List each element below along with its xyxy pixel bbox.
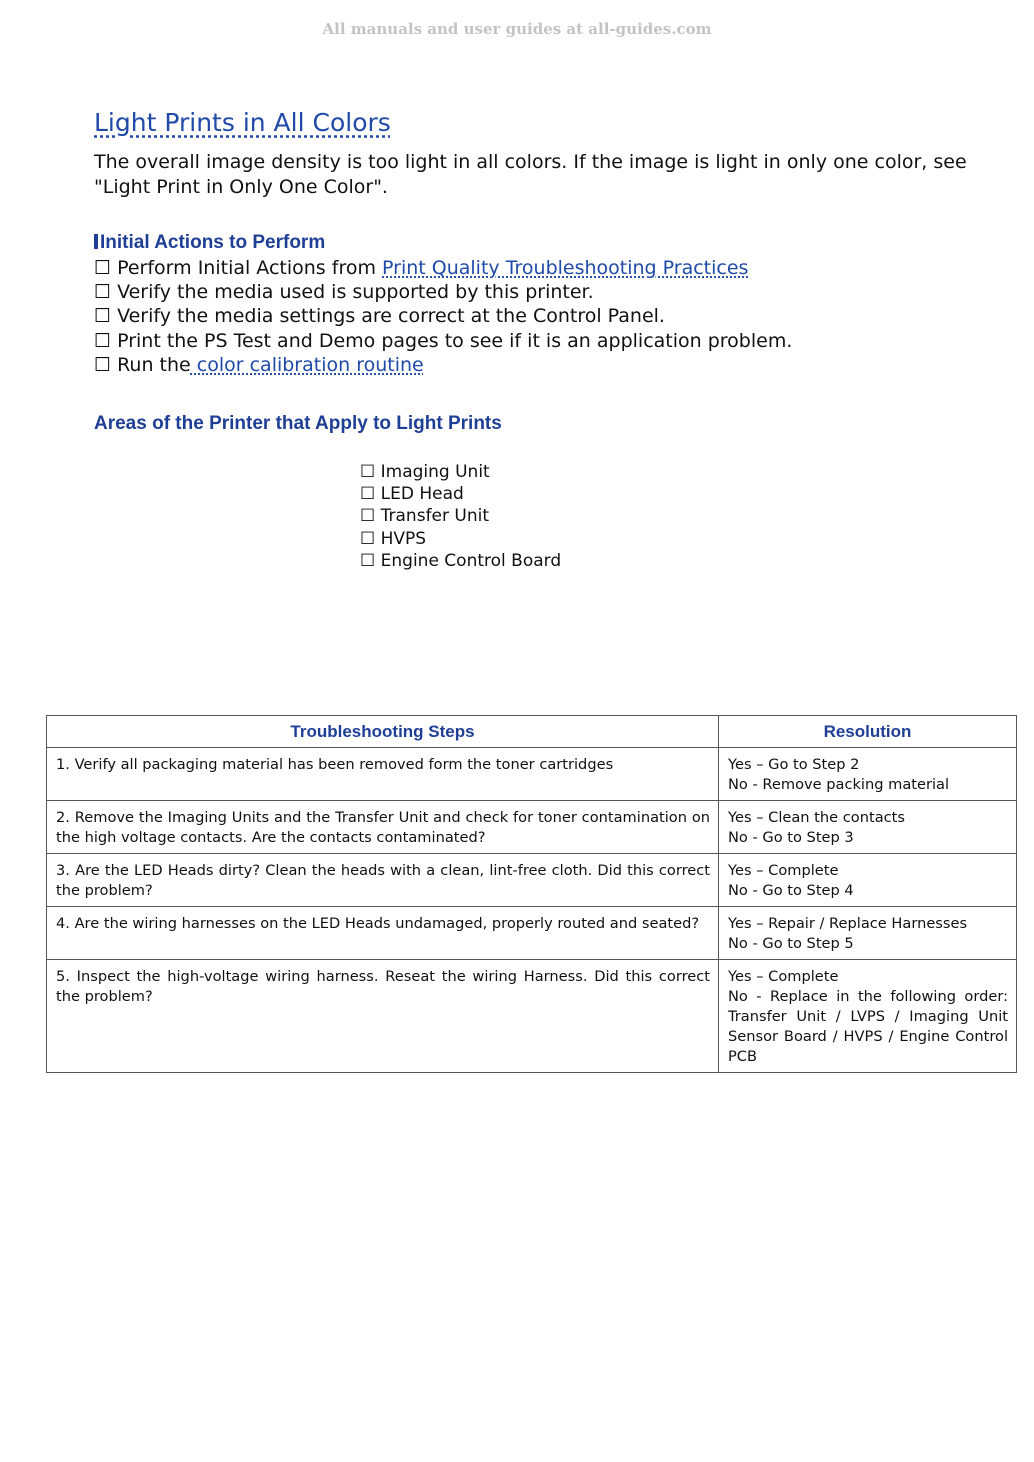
- step-cell: 1. Verify all packaging material has been removed form the toner cartridges: [47, 748, 719, 801]
- watermark: All manuals and user guides at all-guides.com: [322, 20, 712, 38]
- area-item: ☐ Engine Control Board: [360, 550, 562, 571]
- step-cell: 4. Are the wiring harnesses on the LED Heads undamaged, properly routed and seated?: [47, 907, 719, 960]
- intro-paragraph: The overall image density is too light in all colors. If the image is light in only one color, see "Light Print in Only One Color".: [94, 151, 967, 198]
- heading-marker-icon: [94, 234, 98, 249]
- area-item: ☐ Imaging Unit: [360, 462, 490, 482]
- area-item: ☐ HVPS: [360, 528, 427, 549]
- resolution-cell: Yes – Clean the contacts No - Go to Step 3: [719, 801, 1017, 854]
- areas-list: [360, 461, 561, 572]
- action-item: ☐ Perform Initial Actions from Print Quality Troubleshooting Practices: [94, 257, 749, 279]
- initial-actions-list: [94, 256, 792, 377]
- resolution-cell: Yes – Complete No - Go to Step 4: [719, 854, 1017, 907]
- action-item: ☐ Verify the media settings are correct at the Control Panel.: [94, 305, 665, 328]
- header-troubleshooting-steps: Troubleshooting Steps: [47, 716, 719, 748]
- table-row: [47, 960, 1017, 1073]
- color-calibration-link[interactable]: color calibration routine: [190, 353, 424, 376]
- action-item: ☐ Run the color calibration routine: [94, 353, 424, 376]
- action-item: ☐ Print the PS Test and Demo pages to see if it is an application problem.: [94, 329, 793, 352]
- resolution-cell: Yes – Go to Step 2 No - Remove packing material: [719, 748, 1017, 801]
- step-cell: 2. Remove the Imaging Units and the Transfer Unit and check for toner contamination on the high voltage contacts. Are the contacts contaminated?: [47, 801, 719, 854]
- step-cell: 3. Are the LED Heads dirty? Clean the heads with a clean, lint-free cloth. Did this correct the problem?: [47, 854, 719, 907]
- table-row: [47, 801, 1017, 854]
- initial-actions-heading: Initial Actions to Perform: [94, 232, 325, 254]
- table-row: [47, 748, 1017, 801]
- table-row: [47, 854, 1017, 907]
- troubleshooting-table: [46, 715, 1017, 1073]
- resolution-cell: Yes – Repair / Replace Harnesses No - Go to Step 5: [719, 907, 1017, 960]
- page-title[interactable]: Light Prints in All Colors: [94, 108, 391, 137]
- header-resolution: Resolution: [719, 716, 1017, 748]
- areas-heading: Areas of the Printer that Apply to Light Prints: [94, 413, 502, 434]
- resolution-cell: Yes – Complete No - Replace in the following order: Transfer Unit / LVPS / Imaging Unit Sensor Board / HVPS / Engine Control PCB: [719, 960, 1017, 1073]
- print-quality-practices-link[interactable]: Print Quality Troubleshooting Practices: [382, 257, 749, 279]
- table-row: [47, 907, 1017, 960]
- table-header-row: [47, 716, 1017, 748]
- area-item: ☐ LED Head: [360, 484, 464, 505]
- area-item: ☐ Transfer Unit: [360, 506, 490, 527]
- action-item: ☐ Verify the media used is supported by this printer.: [94, 281, 594, 304]
- step-cell: 5. Inspect the high-voltage wiring harness. Reseat the wiring Harness. Did this correct the problem?: [47, 960, 719, 1073]
